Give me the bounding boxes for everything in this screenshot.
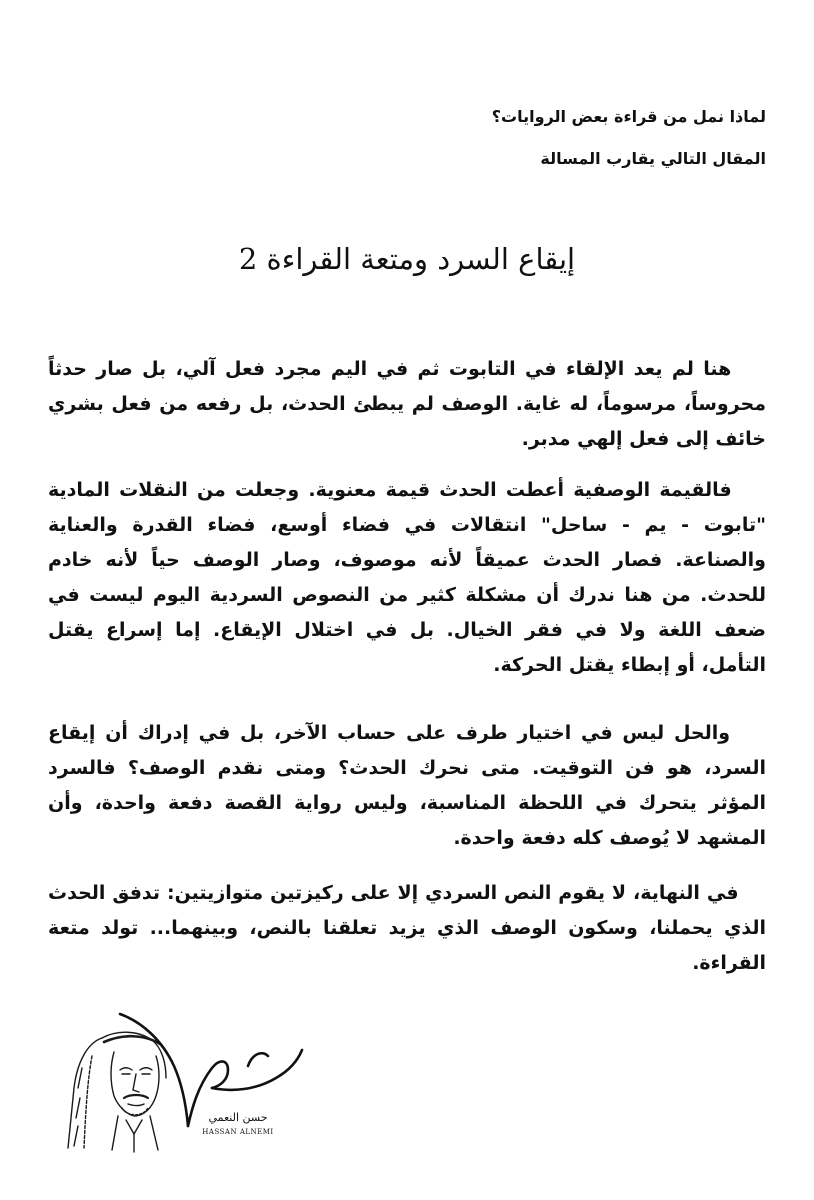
author-signature-logo xyxy=(62,1008,322,1158)
signature-name-english: HASSAN ALNEMI xyxy=(202,1128,274,1136)
intro-subtitle: المقال التالي يقارب المسالة xyxy=(540,149,766,168)
portrait-sketch-icon xyxy=(68,1032,166,1152)
paragraph-4: في النهاية، لا يقوم النص السردي إلا على ركيزتين متوازيتين: تدفق الحدث الذي يحملنا، وسكون الوصف الذي يزيد تعلقنا بالنص، وبينهما... تولد متعة القراءة. xyxy=(48,882,766,974)
paragraph-3: والحل ليس في اختيار طرف على حساب الآخر، بل في إدراك أن إيقاع السرد، هو فن التوقيت. متى نحرك الحدث؟ ومتى نقدم الوصف؟ فالسرد المؤثر يتحرك في اللحظة المناسبة، وليس رواية القصة دفعة واحدة، وأن المشهد لا يُوصف كله دفعة واحدة. xyxy=(48,722,766,849)
intro-question: لماذا نمل من قراءة بعض الروايات؟ xyxy=(491,107,766,126)
paragraph-1: هنا لم يعد الإلقاء في التابوت ثم في اليم مجرد فعل آلي، بل صار حدثاً محروساً، مرسوماً، له غاية. الوصف لم يبطئ الحدث، بل رفعه من فعل بشري خائف إلى فعل إلهي مدبر. xyxy=(48,358,766,450)
article-title: إيقاع السرد ومتعة القراءة 2 xyxy=(238,242,576,276)
paragraph-2: فالقيمة الوصفية أعطت الحدث قيمة معنوية. وجعلت من النقلات المادية "تابوت - يم - ساحل" انتقالات في فضاء أوسع، فضاء القدرة والعناية والصناعة. فصار الحدث عميقاً لأنه موصوف، وصار الوصف حياً لأنه خادم للحدث. من هنا ندرك أن مشكلة كثير من النصوص السردية اليوم ليست في ضعف اللغة ولا في فقر الخيال. بل في اختلال الإيقاع. إما إسراع يقتل التأمل، أو إبطاء يقتل الحركة. xyxy=(48,479,766,676)
signature-name-arabic: حسن النعمي xyxy=(208,1111,268,1124)
